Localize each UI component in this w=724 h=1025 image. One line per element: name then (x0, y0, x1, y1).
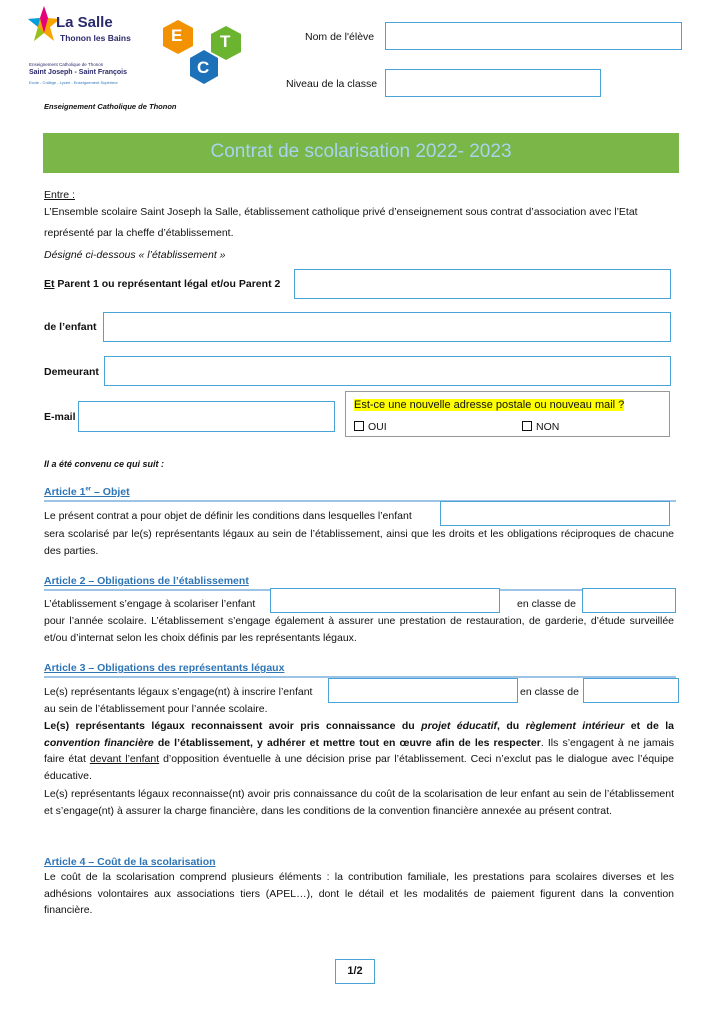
article3-class-field[interactable] (583, 678, 679, 703)
article2-child-field[interactable] (270, 588, 500, 613)
page-number: 1/2 (335, 959, 375, 984)
p2-i2: règlement intérieur (525, 720, 625, 732)
non-checkbox[interactable] (522, 421, 532, 431)
p2-b3: et de la (624, 720, 674, 732)
oui-option[interactable] (354, 421, 387, 433)
new-address-box (345, 391, 670, 437)
intro-line2: représenté par la cheffe d’établissement. (44, 227, 234, 239)
logo-line2: Saint Joseph - Saint François (29, 69, 128, 76)
p2-b2: , du (497, 720, 526, 732)
non-label: NON (536, 421, 560, 433)
class-level-field[interactable] (385, 69, 601, 97)
institution-label: Enseignement Catholique de Thonon (44, 102, 177, 111)
parent-field[interactable] (294, 269, 671, 299)
intro-designated: Désigné ci-dessous « l’établissement » (44, 249, 226, 261)
student-name-label: Nom de l'élève (305, 31, 375, 43)
article1-child-field[interactable] (440, 501, 670, 526)
article4-title: Article 4 – Coût de la scolarisation (44, 856, 216, 868)
p2-i3: convention financière (44, 736, 154, 749)
logo-line1: Enseignement Catholique de Thonon (29, 62, 104, 67)
logo-city: Thonon les Bains (60, 33, 131, 43)
article3-paragraph2 (44, 718, 674, 784)
email-field[interactable] (78, 401, 335, 432)
logo-line3: Ecole - Collège - Lycée - Enseignement Supérieur (29, 80, 118, 85)
article2-class-field[interactable] (582, 588, 676, 613)
parent-label-text: Parent 1 ou représentant légal et/ou Parent 2 (54, 278, 281, 290)
student-name-field[interactable] (385, 22, 682, 50)
article1-text2: sera scolarisé par le(s) représentants légaux au sein de l’établissement, ainsi que les droits et les obligations réciproques de chacune des parties. (44, 528, 674, 557)
article2-text1: L’établissement s’engage à scolariser l’enfant (44, 598, 256, 610)
p2-b1: Le(s) représentants légaux reconnaissent avoir pris connaissance du (44, 720, 422, 732)
p2-b4: de l’établissement, y adhérer et mettre tout en œuvre afin de les respecter (153, 736, 541, 749)
email-label: E-mail (44, 411, 76, 423)
article3-title: Article 3 – Obligations des représentants légaux (44, 662, 285, 674)
article2-title: Article 2 – Obligations de l’établissement (44, 575, 249, 587)
article3-paragraph3: Le(s) représentants légaux reconnaisse(nt) avoir pris connaissance du coût de la scolarisation de leur enfant au sein de l’établissement et s’engage(nt) à assurer la charge financière, dans les conditions de la convention financière annexée au présent contrat. (44, 788, 674, 817)
p2-i1: projet éducatif (421, 720, 498, 732)
etc-letter-t: T (220, 32, 231, 51)
article3-text2: au sein de l’établissement pour l’année scolaire. (44, 703, 268, 715)
class-level-label: Niveau de la classe (286, 78, 378, 90)
address-label: Demeurant (44, 366, 99, 378)
intro-line1: L’Ensemble scolaire Saint Joseph la Salle, établissement catholique privé d’enseignement sous contrat d’association avec l’Etat (44, 206, 638, 218)
oui-label: OUI (368, 421, 387, 433)
agreed-text: Il a été convenu ce qui suit : (44, 459, 165, 469)
article1-title-pre: Article 1 (44, 486, 86, 498)
new-address-question: Est-ce une nouvelle adresse postale ou nouveau mail ? (354, 399, 625, 411)
article2-class-label: en classe de (517, 598, 576, 610)
article4-text: Le coût de la scolarisation comprend plusieurs éléments : la contribution familiale, les prestations para scolaires diverses et les adhésions volontaires aux associations tiers (APEL…), dont le détail et les modalités de paiement figurent dans la convention financière. (44, 871, 674, 916)
non-option[interactable] (522, 421, 559, 433)
article1-title (44, 486, 130, 498)
address-field[interactable] (104, 356, 671, 386)
article3-text1: Le(s) représentants légaux s’engage(nt) à inscrire l’enfant (44, 686, 313, 698)
etc-logo (160, 18, 245, 88)
article3-class-label: en classe de (520, 686, 579, 698)
page-title: Contrat de scolarisation 2022- 2023 (210, 141, 512, 162)
article2-text2: pour l’année scolaire. L’établissement s’engage également à assurer une prestation de restauration, de garderie, d’étude surveillée et/ou d’internat selon les choix définis par les représentants légaux. (44, 615, 674, 644)
p2-t2: d’opposition éventuelle à une décision prise par l’établissement. Ceci n’exclut pas le dialogue avec l’équipe éducative. (44, 753, 674, 782)
article1-title-post: – Objet (91, 486, 130, 498)
p2-u: devant l’enfant (89, 753, 160, 765)
intro-entre: Entre : (44, 189, 75, 201)
article1-text1: Le présent contrat a pour objet de définir les conditions dans lesquelles l’enfant (44, 510, 412, 522)
parent-label (44, 278, 280, 290)
etc-letter-e: E (171, 26, 183, 45)
oui-checkbox[interactable] (354, 421, 364, 431)
child-field[interactable] (103, 312, 671, 342)
p2-t1: . Ils s’engagent à ne jamais faire état (44, 736, 674, 765)
child-label: de l’enfant (44, 321, 97, 333)
article3-child-field[interactable] (328, 678, 518, 703)
etc-letter-c: C (197, 58, 210, 77)
logo-school-name: La Salle (56, 14, 113, 31)
article1-title-sup: er (85, 486, 92, 493)
et-label: Et (44, 278, 55, 290)
school-logo (26, 4, 151, 96)
